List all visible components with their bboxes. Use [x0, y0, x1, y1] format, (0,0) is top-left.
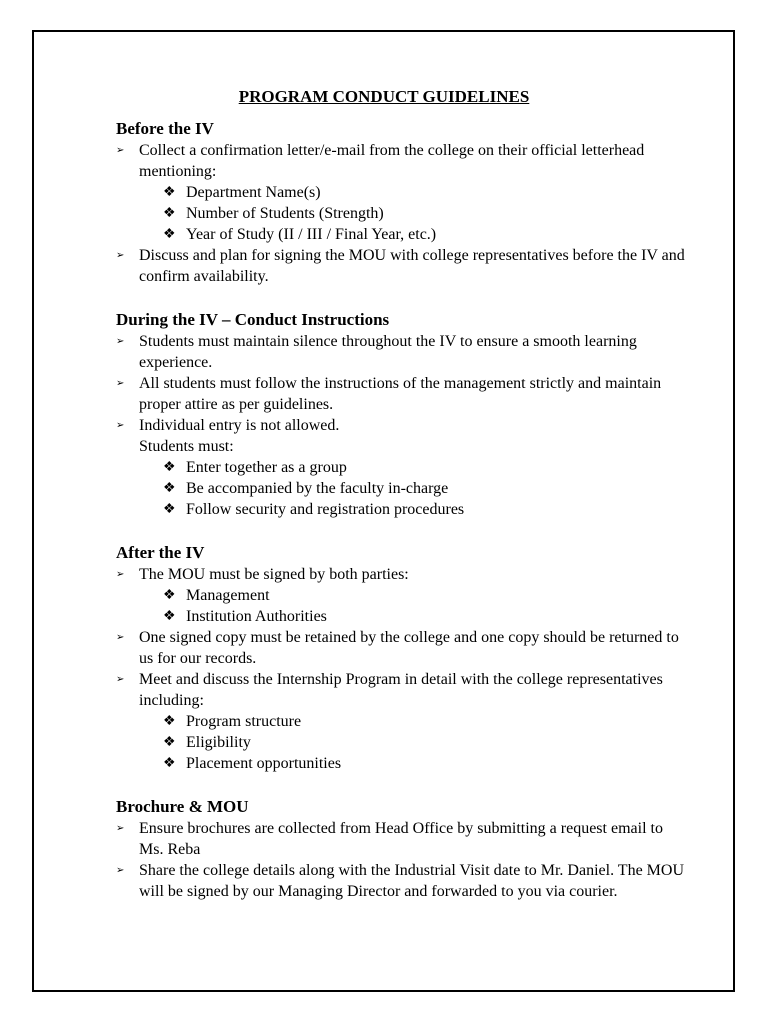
list-item [116, 140, 686, 245]
document-title: PROGRAM CONDUCT GUIDELINES [238, 87, 530, 106]
sub-list-item-text: Management [186, 587, 270, 604]
bullet-list [116, 818, 686, 902]
section [116, 796, 686, 902]
arrowhead-icon: ➢ [116, 674, 125, 685]
sub-list-item [163, 224, 686, 245]
list-item [116, 860, 686, 902]
arrowhead-icon: ➢ [116, 250, 125, 261]
arrowhead-icon: ➢ [116, 336, 125, 347]
list-item-text: All students must follow the instructions of the management strictly and maintain proper attire as per guidelines. [139, 375, 662, 413]
sub-list-item [163, 606, 686, 627]
bullet-list [116, 331, 686, 520]
section-heading: During the IV – Conduct Instructions [116, 310, 390, 329]
sub-list-item-text: Institution Authorities [186, 608, 327, 625]
sub-list-item-text: Department Name(s) [186, 184, 321, 201]
four-diamond-icon: ❖ [163, 714, 176, 729]
list-item [116, 331, 686, 373]
four-diamond-icon: ❖ [163, 227, 176, 242]
sub-list-item-text: Placement opportunities [186, 755, 342, 772]
document-body [116, 86, 686, 924]
sub-list-item-text: Year of Study (II / III / Final Year, etc.) [186, 226, 437, 243]
list-item [116, 669, 686, 774]
section-heading: Before the IV [116, 119, 214, 138]
sub-bullet-list [139, 711, 686, 774]
list-item [116, 373, 686, 415]
list-item [116, 564, 686, 627]
sub-list-item-text: Be accompanied by the faculty in-charge [186, 480, 449, 497]
sections-container [116, 118, 686, 902]
section-heading: After the IV [116, 543, 205, 562]
arrowhead-icon: ➢ [116, 569, 125, 580]
sub-list-item [163, 203, 686, 224]
four-diamond-icon: ❖ [163, 756, 176, 771]
sub-list-item-text: Number of Students (Strength) [186, 205, 384, 222]
list-item-text: The MOU must be signed by both parties: [139, 566, 409, 583]
bullet-list [116, 564, 686, 774]
four-diamond-icon: ❖ [163, 481, 176, 496]
section [116, 118, 686, 287]
arrowhead-icon: ➢ [116, 420, 125, 431]
list-item-text: Individual entry is not allowed. [139, 417, 340, 434]
arrowhead-icon: ➢ [116, 865, 125, 876]
sub-bullet-list [139, 585, 686, 627]
sub-list-item-text: Eligibility [186, 734, 251, 751]
bullet-list [116, 140, 686, 287]
four-diamond-icon: ❖ [163, 735, 176, 750]
list-item [116, 415, 686, 520]
sub-list-item-text: Follow security and registration procedures [186, 501, 465, 518]
arrowhead-icon: ➢ [116, 823, 125, 834]
sub-list-item [163, 585, 686, 606]
sub-list-item-text: Enter together as a group [186, 459, 347, 476]
list-item [116, 245, 686, 287]
sub-list-item [163, 182, 686, 203]
sub-list-item [163, 457, 686, 478]
sub-bullet-list [139, 457, 686, 520]
list-item-text: Ensure brochures are collected from Head Office by submitting a request email to Ms. Reba [139, 820, 663, 858]
section [116, 309, 686, 520]
four-diamond-icon: ❖ [163, 460, 176, 475]
arrowhead-icon: ➢ [116, 145, 125, 156]
four-diamond-icon: ❖ [163, 502, 176, 517]
sub-list-item [163, 499, 686, 520]
section-heading: Brochure & MOU [116, 797, 249, 816]
sub-list-item [163, 478, 686, 499]
list-item-text: Meet and discuss the Internship Program in detail with the college representatives including: [139, 671, 663, 709]
section [116, 542, 686, 774]
four-diamond-icon: ❖ [163, 609, 176, 624]
list-item-text: Share the college details along with the Industrial Visit date to Mr. Daniel. The MOU will be signed by our Managing Director and forwarded to you via courier. [139, 862, 684, 900]
list-item [116, 818, 686, 860]
four-diamond-icon: ❖ [163, 185, 176, 200]
sub-list-item-text: Program structure [186, 713, 302, 730]
sub-list-item [163, 711, 686, 732]
four-diamond-icon: ❖ [163, 588, 176, 603]
arrowhead-icon: ➢ [116, 632, 125, 643]
list-item-text: Discuss and plan for signing the MOU with college representatives before the IV and confirm availability. [139, 247, 685, 285]
list-item-text: Students must maintain silence throughout the IV to ensure a smooth learning experience. [139, 333, 637, 371]
arrowhead-icon: ➢ [116, 378, 125, 389]
sub-list-item [163, 753, 686, 774]
list-item [116, 627, 686, 669]
list-item-text: One signed copy must be retained by the college and one copy should be returned to us for our records. [139, 629, 679, 667]
sub-bullet-list [139, 182, 686, 245]
list-item-text: Collect a confirmation letter/e-mail from the college on their official letterhead mentioning: [139, 142, 645, 180]
list-item-subtext: Students must: [139, 438, 234, 455]
sub-list-item [163, 732, 686, 753]
four-diamond-icon: ❖ [163, 206, 176, 221]
